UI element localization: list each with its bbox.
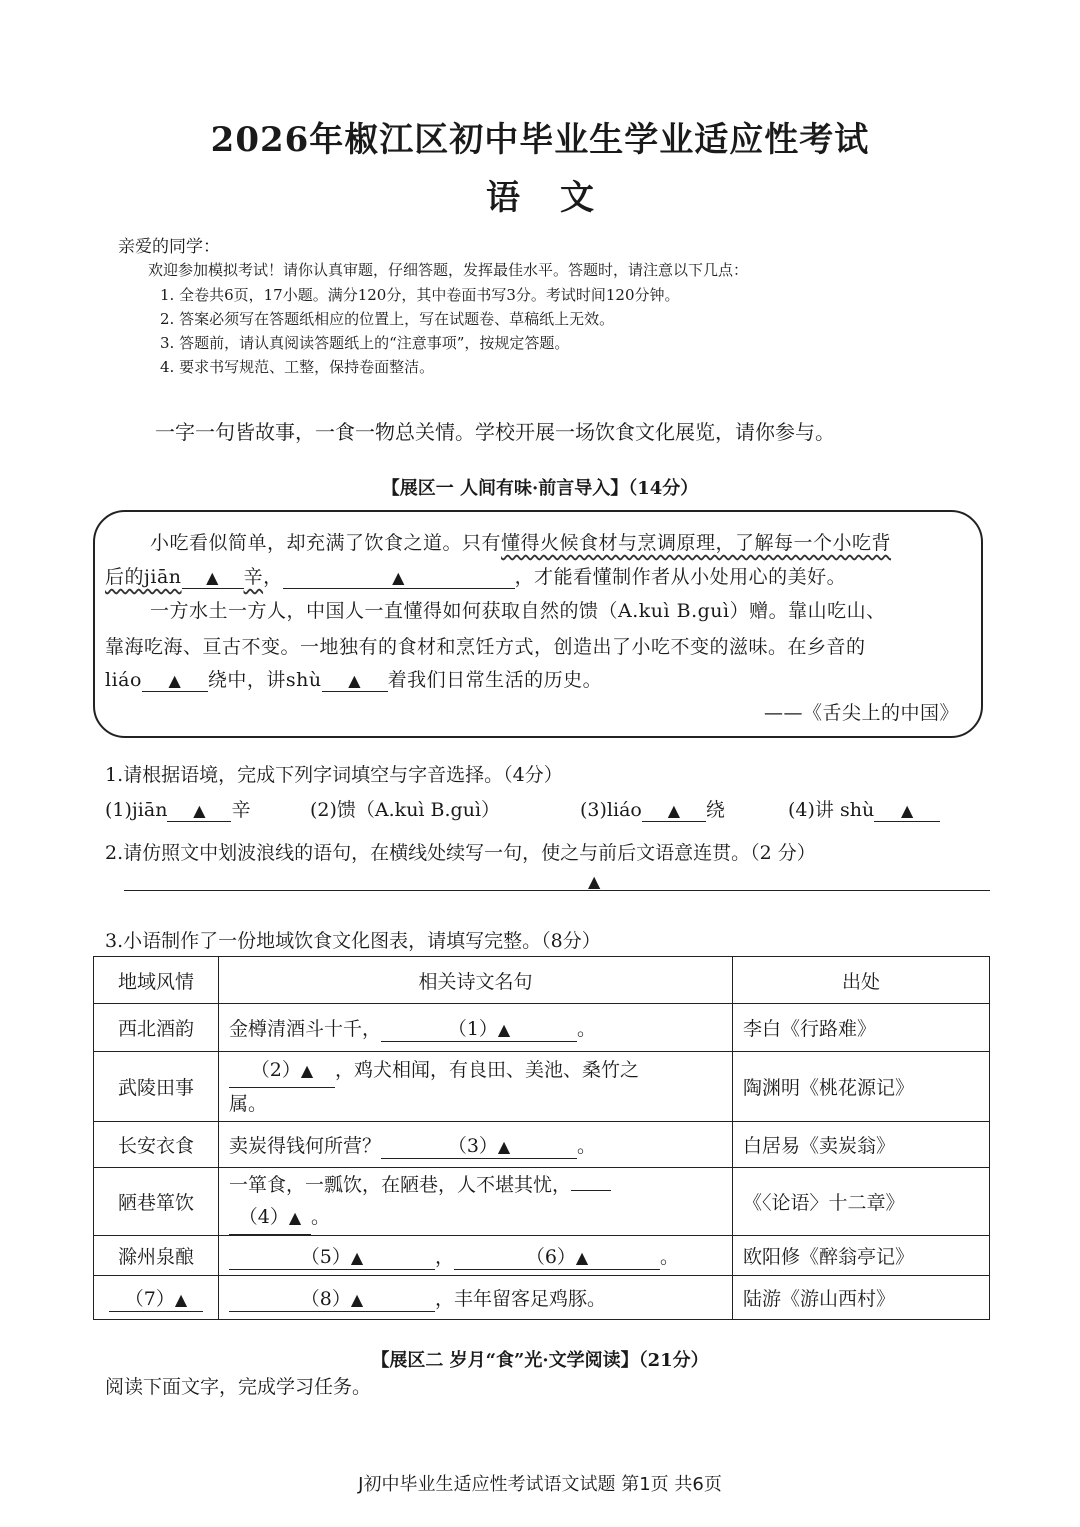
table-header-row bbox=[94, 957, 990, 1004]
table-row bbox=[94, 1236, 990, 1276]
blank-liao[interactable]: ▲ bbox=[142, 669, 208, 692]
question-2-stem: 2.请仿照文中划波浪线的语句，在横线处续写一句，使之与前后文语意连贯。（2 分） bbox=[105, 842, 816, 864]
source-cell: 陶渊明《桃花源记》 bbox=[733, 1052, 990, 1122]
instruction-item: 2. 答案必须写在答题纸相应的位置上，写在试题卷、草稿纸上无效。 bbox=[160, 310, 615, 328]
table-row bbox=[94, 1052, 990, 1122]
source-cell: 李白《行路难》 bbox=[733, 1004, 990, 1052]
source-cell: 陆游《游山西村》 bbox=[733, 1276, 990, 1320]
table-row bbox=[94, 1168, 990, 1236]
subject-title: 语文 bbox=[486, 178, 634, 218]
page-footer: J初中毕业生适应性考试语文试题 第1页 共6页 bbox=[358, 1474, 722, 1495]
passage-line-4: 靠海吃海、亘古不变。一地独有的食材和烹饪方式，创造出了小吃不变的滋味。在乡音的 bbox=[105, 636, 866, 658]
instruction-item: 3. 答题前，请认真阅读答题纸上的“注意事项”，按规定答题。 bbox=[160, 334, 570, 352]
blank-jian[interactable]: ▲ bbox=[182, 566, 244, 589]
source-cell: 《〈论语〉十二章》 bbox=[733, 1168, 990, 1236]
poem-cell: （5）▲ ， （6）▲ 。 bbox=[219, 1236, 733, 1276]
exam-title: 2026年椒江区初中毕业生学业适应性考试 bbox=[210, 120, 870, 160]
region-cell: 武陵田事 bbox=[94, 1052, 219, 1122]
answer-blank[interactable]: （7）▲ bbox=[109, 1284, 203, 1312]
blank-continuation[interactable]: ▲ bbox=[283, 566, 515, 589]
table-row bbox=[94, 1122, 990, 1168]
greeting: 亲爱的同学： bbox=[118, 237, 220, 257]
poem-cell: （2）▲ ，鸡犬相闻，有良田、美池、桑竹之 属。 bbox=[219, 1052, 733, 1122]
answer-blank[interactable]: ▲ bbox=[642, 799, 706, 822]
region-cell bbox=[94, 1276, 219, 1320]
poem-cell: 金樽清酒斗十千， （1）▲ 。 bbox=[219, 1004, 733, 1052]
table-header: 地域风情 bbox=[94, 957, 219, 1004]
poem-cell: （8）▲ ，丰年留客足鸡豚。 bbox=[219, 1276, 733, 1320]
source-cell: 欧阳修《醉翁亭记》 bbox=[733, 1236, 990, 1276]
section2-heading: 【展区二 岁月“食”光·文学阅读】（21分） bbox=[371, 1350, 709, 1371]
answer-blank[interactable]: （1）▲ bbox=[381, 1014, 577, 1042]
answer-blank[interactable]: （2）▲ bbox=[229, 1054, 335, 1088]
question-1-part-2: (2)馈（A.kuì B.guì） bbox=[310, 799, 501, 821]
instruction-item: 4. 要求书写规范、工整，保持卷面整洁。 bbox=[160, 358, 435, 376]
answer-blank[interactable]: ▲ bbox=[874, 799, 940, 822]
question-1-part-1: (1)jiān ▲ 辛 bbox=[105, 799, 251, 821]
region-cell: 陋巷箪饮 bbox=[94, 1168, 219, 1236]
culture-table bbox=[93, 956, 990, 1320]
question-1-part-4: (4)讲 shù ▲ bbox=[788, 795, 940, 822]
table-header: 相关诗文名句 bbox=[219, 957, 733, 1004]
answer-blank[interactable]: （3）▲ bbox=[381, 1131, 577, 1159]
welcome-text: 欢迎参加模拟考试！请你认真审题，仔细答题，发挥最佳水平。答题时，请注意以下几点： bbox=[148, 261, 749, 279]
poem-cell: 一箪食，一瓢饮，在陋巷，人不堪其忧， （4）▲ 。 bbox=[219, 1168, 733, 1236]
passage-line-1: 小吃看似简单，却充满了饮食之道。只有懂得火候食材与烹调原理，了解每一个小吃背 bbox=[150, 532, 892, 554]
answer-blank[interactable]: ▲ bbox=[167, 799, 231, 822]
passage-line-5: liáo ▲ 绕中，讲shù ▲ 着我们日常生活的历史。 bbox=[105, 669, 603, 691]
question-3-stem: 3.小语制作了一份地域饮食文化图表，请填写完整。（8分） bbox=[105, 930, 601, 952]
answer-blank[interactable]: （6）▲ bbox=[454, 1242, 660, 1270]
source-cell: 白居易《卖炭翁》 bbox=[733, 1122, 990, 1168]
answer-blank[interactable]: （8）▲ bbox=[229, 1284, 435, 1312]
region-cell: 西北酒韵 bbox=[94, 1004, 219, 1052]
table-row bbox=[94, 1276, 990, 1320]
passage-line-2: 后的jiān ▲ 辛， ▲ ，才能看懂制作者从小处用心的美好。 bbox=[105, 566, 847, 588]
question-1-part-3: (3)liáo ▲ 绕 bbox=[580, 799, 725, 821]
wavy-underlined-sentence: 懂得火候食材与烹调原理，了解每一个小吃背 bbox=[501, 532, 892, 554]
answer-blank[interactable]: （5）▲ bbox=[229, 1242, 435, 1270]
table-row bbox=[94, 1004, 990, 1052]
blank-shu[interactable]: ▲ bbox=[322, 669, 388, 692]
answer-blank[interactable]: （4）▲ bbox=[229, 1201, 311, 1235]
region-cell: 长安衣食 bbox=[94, 1122, 219, 1168]
passage-source: ——《舌尖上的中国》 bbox=[764, 702, 960, 724]
answer-marker: ▲ bbox=[588, 872, 601, 891]
instruction-item: 1. 全卷共6页，17小题。满分120分，其中卷面书写3分。考试时间120分钟。 bbox=[160, 286, 680, 304]
region-cell: 滁州泉酿 bbox=[94, 1236, 219, 1276]
table-header: 出处 bbox=[733, 957, 990, 1004]
question-1-stem: 1.请根据语境，完成下列字词填空与字音选择。（4分） bbox=[105, 764, 563, 786]
passage-line-3: 一方水土一方人，中国人一直懂得如何获取自然的馈（A.kuì B.guì）赠。靠山吃山、 bbox=[150, 600, 886, 622]
answer-line[interactable] bbox=[124, 890, 990, 891]
poem-cell: 卖炭得钱何所营？ （3）▲ 。 bbox=[219, 1122, 733, 1168]
section1-heading: 【展区一 人间有味·前言导入】（14分） bbox=[381, 478, 699, 499]
section2-lead: 阅读下面文字，完成学习任务。 bbox=[105, 1376, 372, 1398]
intro-text: 一字一句皆故事，一食一物总关情。学校开展一场饮食文化展览，请你参与。 bbox=[155, 420, 835, 444]
